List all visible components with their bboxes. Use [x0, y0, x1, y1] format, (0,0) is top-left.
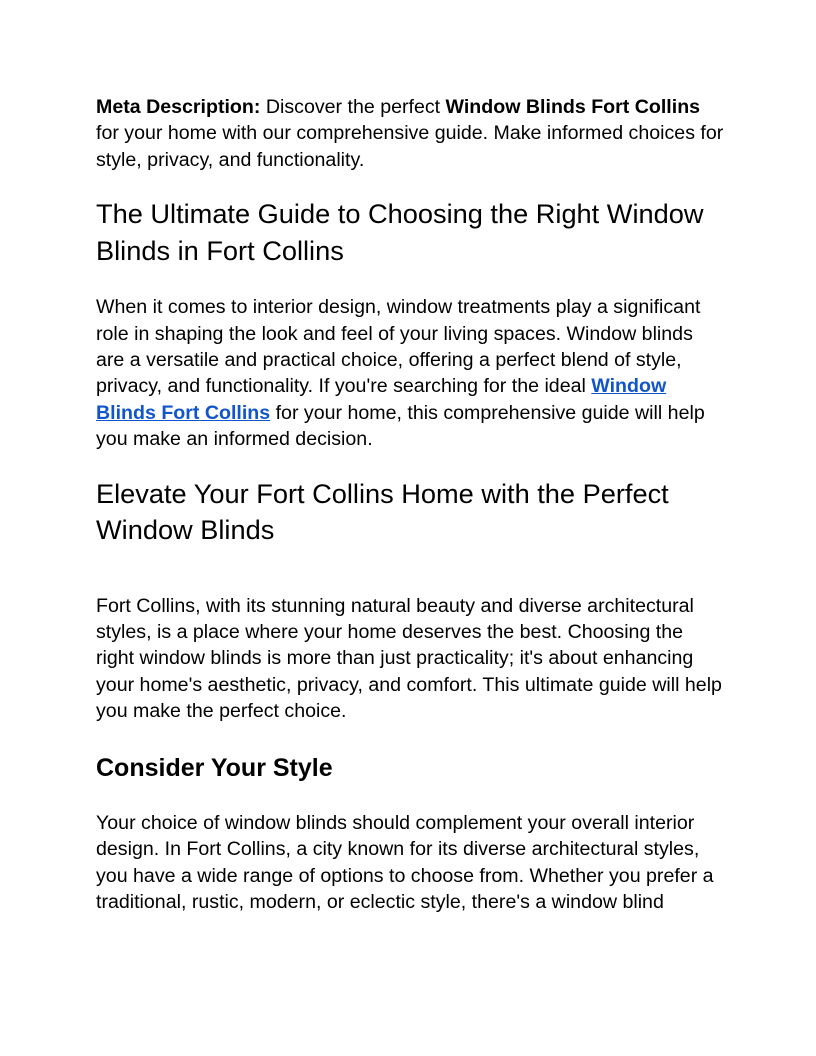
- document-page: [96, 94, 726, 915]
- main-heading: The Ultimate Guide to Choosing the Right Window Blinds in Fort Collins: [96, 198, 704, 266]
- intro-text-before: When it comes to interior design, window treatments play a significant role in shaping the look and feel of your living spaces. Window blinds are a versatile and practical choice, offering a perfect blend of style, privacy, and functionality. If you're searching for the ideal: [96, 296, 701, 398]
- meta-text-after: for your home with our comprehensive guide. Make informed choices for style, privacy, and functionality.: [96, 122, 724, 171]
- meta-description: [96, 94, 726, 173]
- intro-text-after: for your home, this comprehensive guide will help you make an informed decision.: [96, 401, 705, 451]
- window-blinds-link[interactable]: Window Blinds Fort Collins: [96, 375, 667, 424]
- meta-label: Meta Description:: [96, 96, 261, 118]
- style-paragraph: Your choice of window blinds should complement your overall interior design. In Fort Collins, a city known for its diverse architectural styles, you have a wide range of options to choose from. Whether you prefer a traditional, rustic, modern, or eclectic style, there's a window blind: [96, 811, 714, 913]
- meta-text-before: Discover the perfect: [260, 96, 446, 118]
- elevate-paragraph: Fort Collins, with its stunning natural beauty and diverse architectural styles, is a place where your home deserves the best. Choosing the right window blinds is more than just practicality; it's about enhancing your home's aesthetic, privacy, and comfort. This ultimate guide will help you make the perfect choice.: [96, 594, 722, 723]
- meta-keyword: Window Blinds Fort Collins: [445, 96, 701, 118]
- style-heading: Consider Your Style: [96, 753, 333, 782]
- elevate-heading: Elevate Your Fort Collins Home with the Perfect Window Blinds: [96, 477, 669, 546]
- intro-paragraph: [96, 294, 726, 452]
